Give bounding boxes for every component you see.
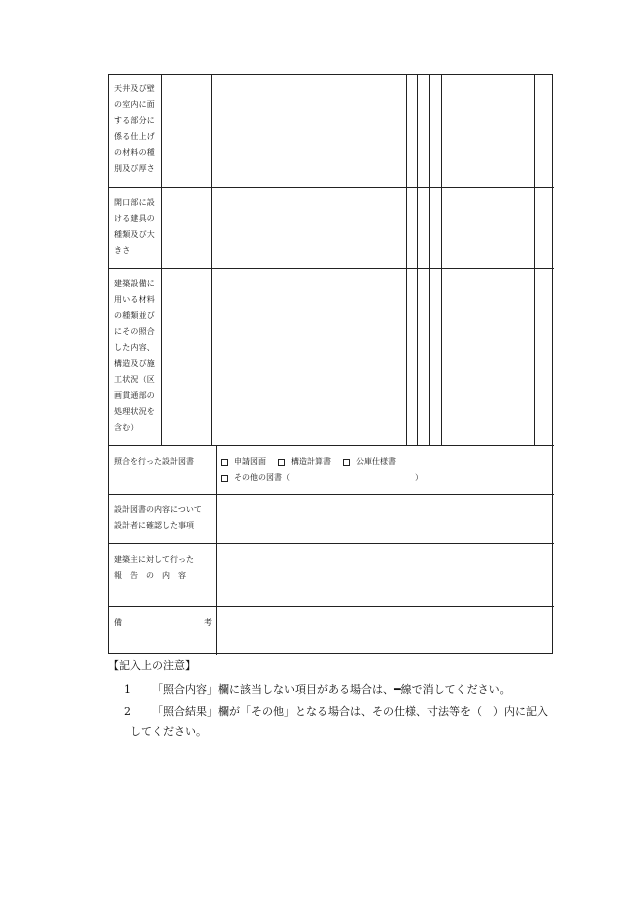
row-label-building-equipment: 建築設備に 用いる材料 の種類並び にその照合 した内容、 構造及び施 工状況（区 画貫通部の 処理状況を 含む） [114, 279, 155, 432]
report-label-line-2: 報 告 の 内 容 [114, 571, 186, 580]
row-label-ceiling-wall: 天井及び壁 の室内に面 する部分に 係る仕上げ の材料の種 別及び厚さ [114, 84, 155, 173]
checkbox[interactable] [278, 459, 285, 466]
note-text: 「照合結果」欄が「その他」となる場合は、その仕様、寸法等を（ ）内に記入 [152, 705, 548, 718]
option-application-drawings[interactable] [221, 455, 266, 469]
col-divider-1 [161, 75, 162, 445]
option-label: 構造計算書 [291, 457, 331, 466]
notes-title: 【記入上の注意】 [108, 659, 196, 672]
option-other-docs[interactable] [221, 471, 290, 485]
row-divider-6 [109, 606, 554, 607]
col-divider-7 [534, 75, 535, 445]
option-structural-calc[interactable] [278, 455, 331, 469]
option-corp-spec[interactable] [343, 455, 396, 469]
note-number: 1 [124, 683, 131, 696]
note-number: 2 [124, 705, 131, 718]
checkbox[interactable] [221, 475, 228, 482]
design-docs-label: 照合を行った設計図書 [114, 457, 194, 466]
note-item-1 [124, 680, 511, 700]
other-docs-close [415, 471, 423, 485]
col-divider-2 [211, 75, 212, 445]
col-divider-4 [417, 75, 418, 445]
lower-col-divider [216, 445, 217, 655]
option-label: 申請図面 [234, 457, 266, 466]
remarks-label-right: 考 [204, 618, 212, 627]
confirm-label-line-2: 設計者に確認した事項 [114, 521, 194, 530]
note-item-2 [124, 702, 548, 722]
option-label: その他の図書（ [234, 473, 290, 482]
col-divider-5 [429, 75, 430, 445]
note-text: してください。 [130, 725, 207, 738]
checkbox[interactable] [221, 459, 228, 466]
inspection-form-table [108, 74, 553, 654]
col-divider-6 [441, 75, 442, 445]
row-divider-4 [109, 494, 554, 495]
row-label-openings: 開口部に設 ける建具の 種類及び大 きさ [114, 198, 155, 255]
row-divider-5 [109, 543, 554, 544]
confirm-label-line-1: 設計図書の内容について [114, 505, 202, 514]
option-label: 公庫仕様書 [356, 457, 396, 466]
row-divider-1 [109, 187, 554, 188]
other-docs-row [221, 471, 302, 485]
report-label-line-1: 建築主に対して行った [114, 555, 194, 564]
row-divider-3 [109, 445, 554, 446]
col-divider-3 [406, 75, 407, 445]
row-divider-2 [109, 268, 554, 269]
note-text: 「照合内容」欄に該当しない項目がある場合は、━線で消してください。 [152, 683, 511, 696]
design-docs-options [221, 455, 408, 469]
checkbox[interactable] [343, 459, 350, 466]
note-item-2-cont [130, 722, 207, 742]
close-paren: ） [415, 473, 423, 482]
remarks-label-left: 備 [114, 618, 122, 627]
